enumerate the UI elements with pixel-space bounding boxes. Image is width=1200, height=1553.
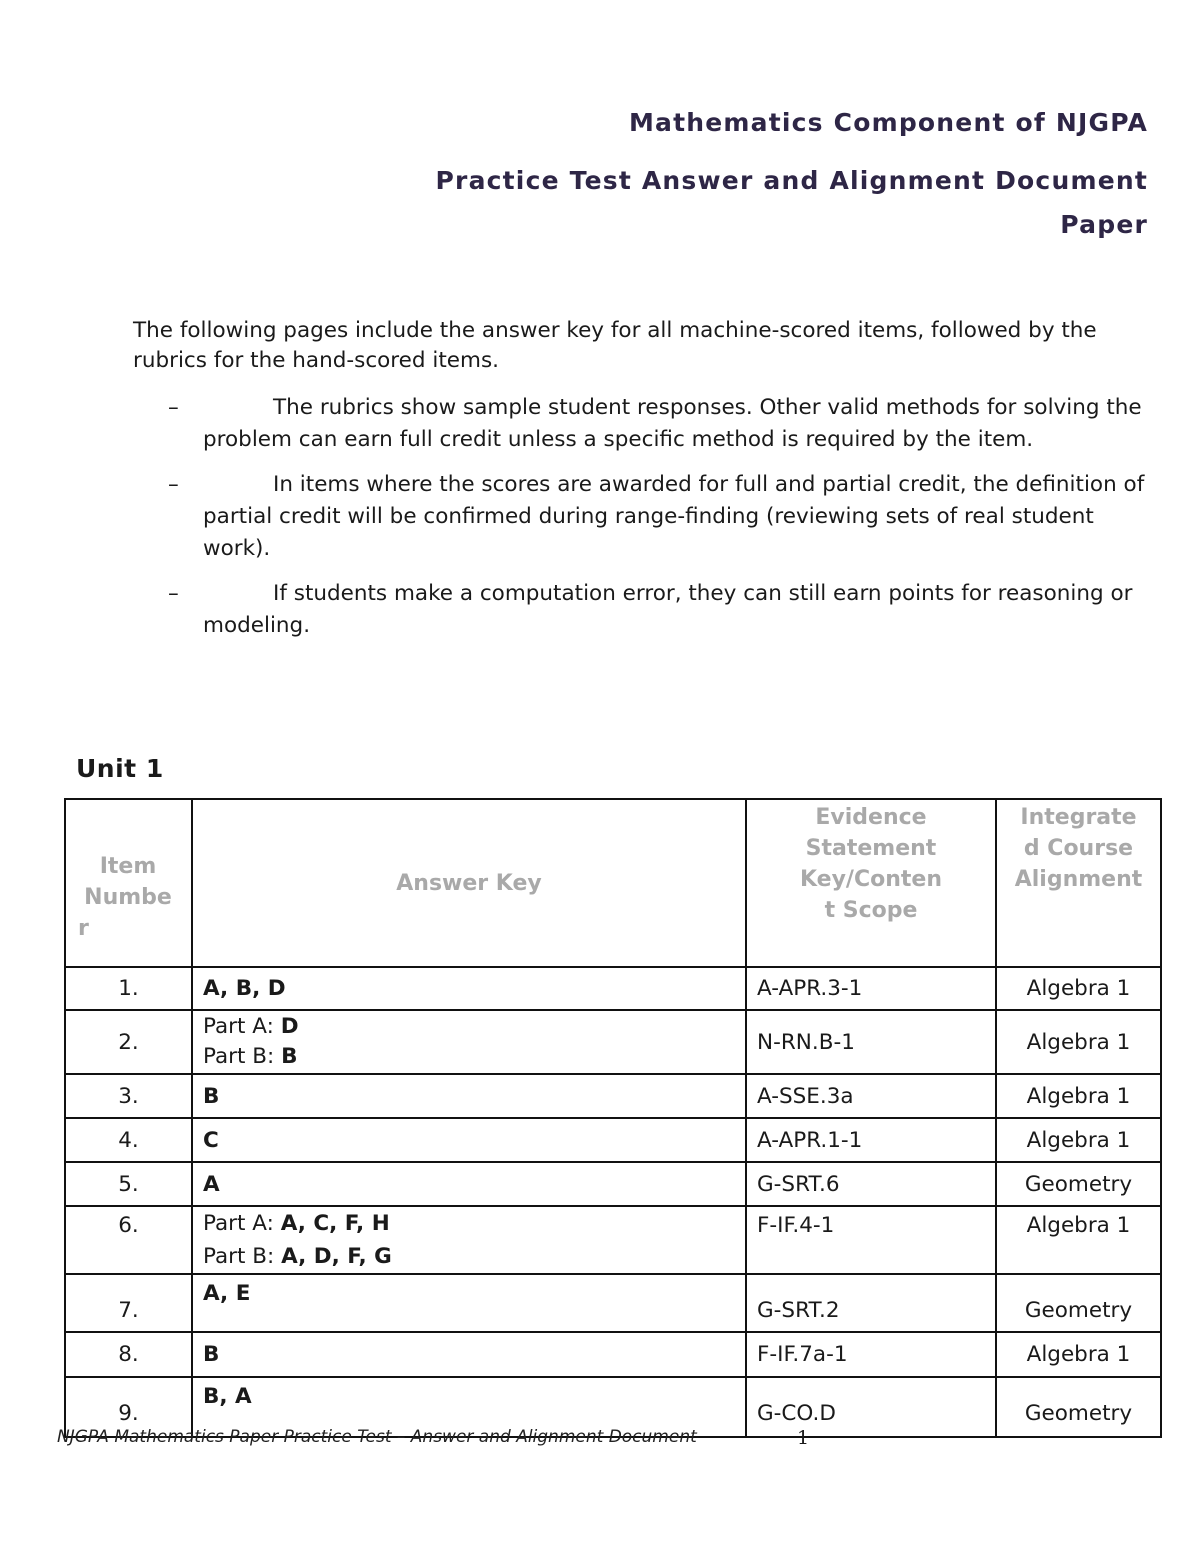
item-number: 8. (65, 1332, 192, 1377)
table-row (65, 1074, 1161, 1118)
bullet-text: The rubrics show sample student responses. Other valid methods for solving the problem can earn full credit unless a specific method is required by the item. (203, 395, 1142, 452)
table-row (65, 1118, 1161, 1162)
answer-cell: A, E (192, 1274, 746, 1332)
table-row (65, 1162, 1161, 1206)
item-number: 1. (65, 967, 192, 1010)
bullet-text: In items where the scores are awarded for full and partial credit, the definition of partial credit will be confirmed during range-finding (reviewing sets of real student work). (203, 472, 1145, 561)
answer-cell: C (192, 1118, 746, 1162)
table-row (65, 967, 1161, 1010)
answer-cell: B, A (192, 1377, 746, 1437)
item-number: 2. (65, 1010, 192, 1074)
bullet-text: If students make a computation error, they can still earn points for reasoning or modeling. (203, 581, 1133, 638)
header-title: Mathematics Component of NJGPA (628, 108, 1148, 137)
item-number: 7. (65, 1274, 192, 1332)
unit-title: Unit 1 (76, 754, 164, 783)
course-cell: Geometry (996, 1377, 1161, 1437)
answer-cell: A (192, 1162, 746, 1206)
header-evidence-statement: Evidence Statement Key/Conten t Scope (746, 799, 996, 967)
evidence-cell: F-IF.4-1 (746, 1206, 996, 1274)
header-format: Paper (1060, 210, 1148, 239)
answer-cell: Part A: A, C, F, H Part B: A, D, F, G (192, 1206, 746, 1274)
course-cell: Geometry (996, 1274, 1161, 1332)
evidence-cell: N-RN.B-1 (746, 1010, 996, 1074)
table-row (65, 1010, 1161, 1074)
answer-cell: Part A: D Part B: B (192, 1010, 746, 1074)
evidence-cell: F-IF.7a-1 (746, 1332, 996, 1377)
bullet-list (168, 392, 1148, 655)
intro-paragraph: The following pages include the answer key for all machine-scored items, followed by the rubrics for the hand-scored items. (133, 318, 1097, 373)
evidence-cell: A-APR.3-1 (746, 967, 996, 1010)
course-cell: Algebra 1 (996, 1074, 1161, 1118)
item-number: 9. (65, 1377, 192, 1437)
header-answer-key: Answer Key (192, 799, 746, 967)
course-cell: Algebra 1 (996, 1206, 1161, 1274)
bullet-item (168, 469, 1148, 565)
bullet-dash: – (168, 395, 179, 420)
bullet-item (168, 578, 1148, 642)
course-cell: Algebra 1 (996, 1010, 1161, 1074)
course-cell: Algebra 1 (996, 1332, 1161, 1377)
document-header (436, 108, 1148, 239)
answer-cell: B (192, 1074, 746, 1118)
header-item-number: Item Numbe r (65, 799, 192, 967)
bullet-item (168, 392, 1148, 456)
evidence-cell: G-CO.D (746, 1377, 996, 1437)
item-number: 4. (65, 1118, 192, 1162)
evidence-cell: A-SSE.3a (746, 1074, 996, 1118)
answer-cell: B (192, 1332, 746, 1377)
course-cell: Geometry (996, 1162, 1161, 1206)
page-number: 1 (797, 1427, 810, 1449)
header-course-alignment: Integrate d Course Alignment (996, 799, 1161, 967)
answer-key-table (64, 798, 1162, 1438)
item-number: 6. (65, 1206, 192, 1274)
table-row (65, 1206, 1161, 1274)
course-cell: Algebra 1 (996, 1118, 1161, 1162)
item-number: 3. (65, 1074, 192, 1118)
header-subtitle: Practice Test Answer and Alignment Document (435, 166, 1148, 195)
bullet-dash: – (168, 581, 179, 606)
item-number: 5. (65, 1162, 192, 1206)
evidence-cell: G-SRT.2 (746, 1274, 996, 1332)
evidence-cell: A-APR.1-1 (746, 1118, 996, 1162)
evidence-cell: G-SRT.6 (746, 1162, 996, 1206)
table-row (65, 1274, 1161, 1332)
answer-cell: A, B, D (192, 967, 746, 1010)
table-header-row (65, 799, 1161, 967)
course-cell: Algebra 1 (996, 967, 1161, 1010)
page-footer: NJGPA Mathematics Paper Practice Test – Answer and Alignment Document (57, 1427, 697, 1447)
table-row (65, 1332, 1161, 1377)
bullet-dash: – (168, 472, 179, 497)
